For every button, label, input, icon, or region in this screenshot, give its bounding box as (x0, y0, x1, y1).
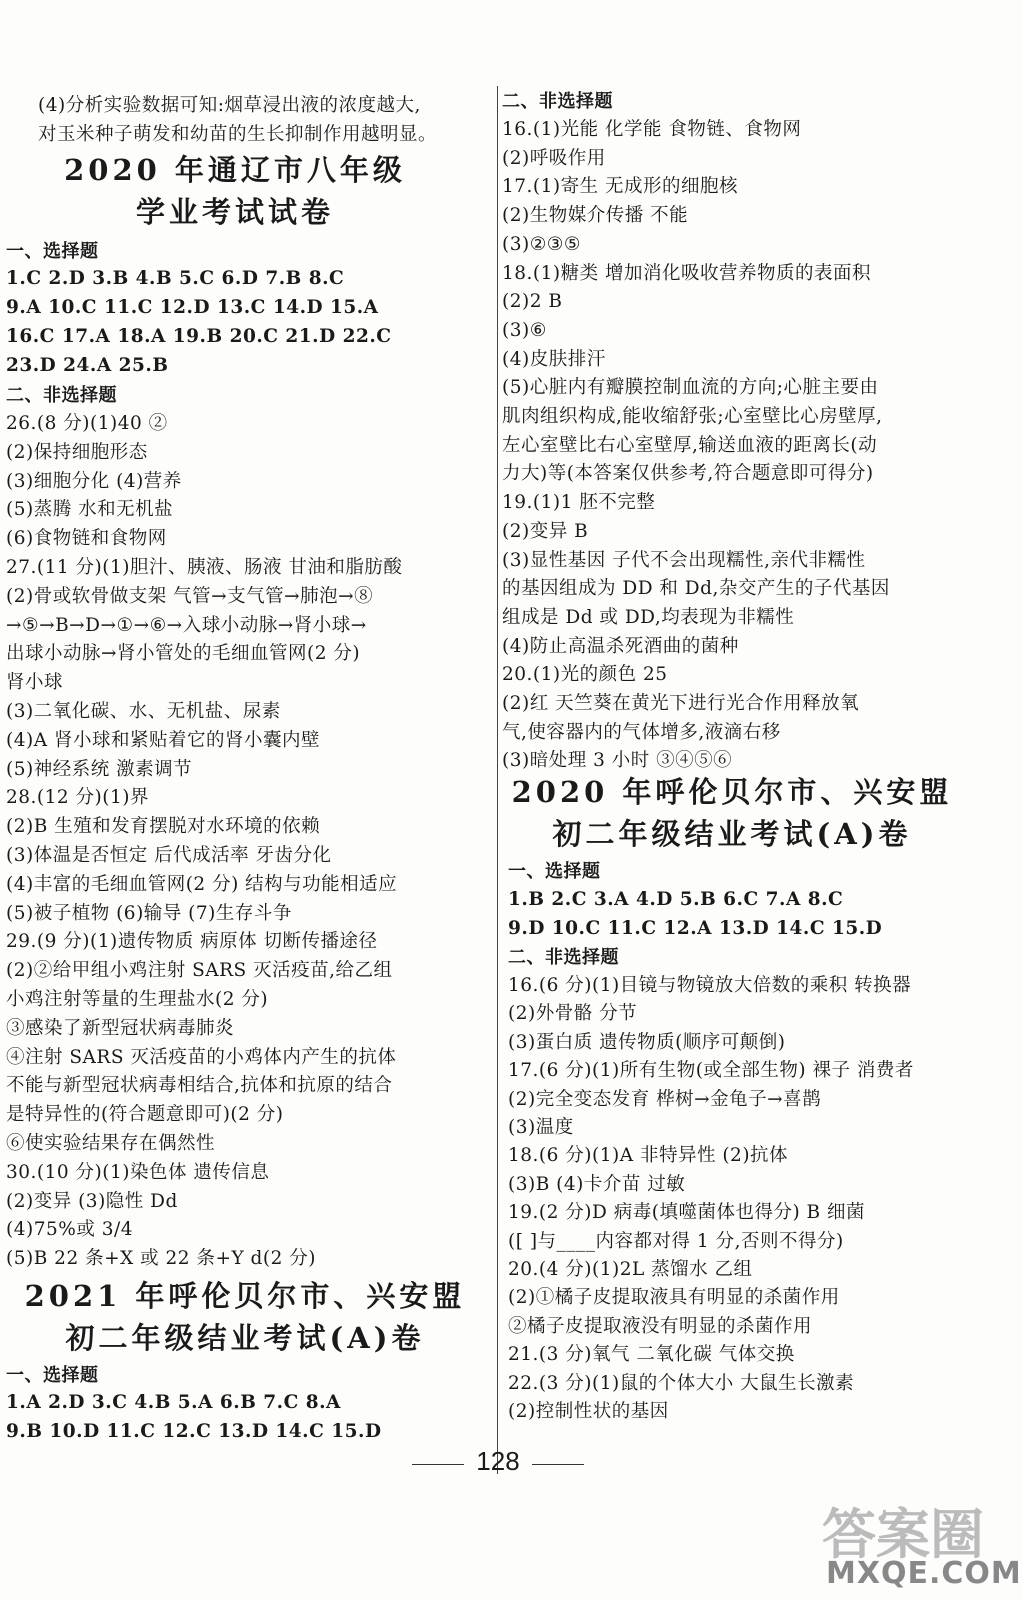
answer-line: 19.(1)1 胚不完整 (502, 492, 656, 514)
answer-line: 30.(10 分)(1)染色体 遗传信息 (6, 1161, 270, 1183)
section-heading: 一、选择题 (6, 241, 99, 262)
exam-subtitle: 初二年级结业考试(A)卷 (65, 1321, 425, 1355)
answer-line: 18.(6 分)(1)A 非特异性 (2)抗体 (508, 1145, 789, 1167)
choice-answers-row: 1.C 2.D 3.B 4.B 5.C 6.D 7.B 8.C (6, 268, 345, 289)
answer-line: (2)控制性状的基因 (508, 1401, 669, 1422)
intro-line: (4)分析实验数据可知:烟草浸出液的浓度越大, (38, 95, 421, 116)
answer-line: ④注射 SARS 灭活疫苗的小鸡体内产生的抗体 (6, 1046, 397, 1068)
answer-line: (2)变异 B (502, 520, 589, 542)
exam-title: 2020 年呼伦贝尔市、兴安盟 (511, 775, 953, 809)
answer-line: 17.(1)寄生 无成形的细胞核 (502, 176, 739, 198)
answer-line: (5)神经系统 激素调节 (6, 758, 193, 780)
answer-line: (2)红 天竺葵在黄光下进行光合作用释放氧 (502, 693, 860, 714)
answer-line: (4)丰富的毛细血管网(2 分) 结构与功能相适应 (6, 873, 398, 895)
answer-line: (4)75%或 3/4 (6, 1219, 133, 1241)
exam-title: 2020 年通辽市八年级 (64, 153, 406, 187)
section-heading: 一、选择题 (508, 861, 601, 882)
answer-line: 21.(3 分)氧气 二氧化碳 气体交换 (508, 1344, 795, 1366)
page-number: 128 (476, 1446, 520, 1476)
answer-line: 27.(11 分)(1)胆汁、胰液、肠液 甘油和脂肪酸 (6, 557, 403, 578)
section-heading: 一、选择题 (6, 1365, 99, 1386)
choice-answers-row: 1.A 2.D 3.C 4.B 5.A 6.B 7.C 8.A (6, 1392, 341, 1413)
exam-subtitle: 初二年级结业考试(A)卷 (552, 817, 912, 851)
answer-line: 17.(6 分)(1)所有生物(或全部生物) 裸子 消费者 (508, 1060, 914, 1082)
answer-line: 肾小球 (6, 672, 64, 694)
answer-line: 22.(3 分)(1)鼠的个体大小 大鼠生长激素 (508, 1372, 855, 1394)
answer-line: (3)二氧化碳、水、无机盐、尿素 (6, 701, 281, 722)
answer-line: 16.(1)光能 化学能 食物链、食物网 (502, 119, 802, 140)
answer-line: (3)体温是否恒定 后代成活率 牙齿分化 (6, 845, 332, 866)
exam-subtitle: 学业考试试卷 (135, 195, 334, 229)
answer-line: (5)蒸腾 水和无机盐 (6, 499, 174, 521)
watermark-logo: 答案圈 (822, 1502, 984, 1566)
choice-answers-row: 23.D 24.A 25.B (6, 355, 169, 376)
answer-line: (2)外骨骼 分节 (508, 1003, 638, 1025)
answer-line: (6)食物链和食物网 (6, 528, 167, 550)
answer-line: (2)生物媒介传播 不能 (502, 205, 689, 227)
answer-line: 力大)等(本答案仅供参考,符合题意即可得分) (502, 463, 874, 485)
answer-line: (2)B 生殖和发育摆脱对水环境的依赖 (6, 816, 321, 838)
section-heading: 二、非选择题 (508, 947, 619, 968)
answer-line: (3)⑥ (502, 319, 547, 341)
answer-line: (2)骨或软骨做支架 气管→支气管→肺泡→⑧ (6, 585, 374, 607)
section-heading: 二、非选择题 (6, 385, 117, 406)
answer-line: (4)皮肤排汗 (502, 348, 606, 370)
answer-line: 18.(1)糖类 增加消化吸收营养物质的表面积 (502, 262, 872, 284)
answer-line: (4)A 肾小球和紧贴着它的肾小囊内壁 (6, 729, 320, 751)
intro-line: 对玉米种子萌发和幼苗的生长抑制作用越明显。 (38, 124, 438, 145)
answer-line: 小鸡注射等量的生理盐水(2 分) (6, 989, 269, 1010)
answer-line: (5)被子植物 (6)输导 (7)生存斗争 (6, 902, 292, 924)
answer-line: (3)暗处理 3 小时 ③④⑤⑥ (502, 750, 733, 772)
choice-answers-row: 9.A 10.C 11.C 12.D 13.C 14.D 15.A (6, 297, 379, 318)
choice-answers-row: 9.D 10.C 11.C 12.A 13.D 14.C 15.D (508, 918, 883, 939)
answer-line: (2)保持细胞形态 (6, 441, 148, 463)
answer-line: (3)温度 (508, 1117, 574, 1138)
answer-line: 左心室壁比右心室壁厚,输送血液的距离长(动 (502, 434, 878, 456)
answer-line: (4)防止高温杀死酒曲的菌种 (502, 635, 739, 657)
answer-line: 不能与新型冠状病毒相结合,抗体和抗原的结合 (6, 1075, 393, 1097)
answer-line: 20.(4 分)(1)2L 蒸馏水 乙组 (508, 1259, 753, 1280)
answer-line: ⑥使实验结果存在偶然性 (6, 1133, 216, 1154)
answer-line: 的基因组成为 DD 和 Dd,杂交产生的子代基因 (502, 578, 890, 600)
answer-line: (5)B 22 条+X 或 22 条+Y d(2 分) (6, 1248, 316, 1270)
answer-line: (2)呼吸作用 (502, 147, 606, 169)
answer-line: 19.(2 分)D 病毒(填噬菌体也得分) B 细菌 (508, 1202, 866, 1224)
choice-answers-row: 1.B 2.C 3.A 4.D 5.B 6.C 7.A 8.C (508, 889, 844, 910)
answer-line: 20.(1)光的颜色 25 (502, 664, 668, 686)
page-number-rule (532, 1464, 584, 1465)
answer-line: (2)变异 (3)隐性 Dd (6, 1190, 178, 1212)
answer-line: (3)细胞分化 (4)营养 (6, 470, 182, 492)
answer-line: (5)心脏内有瓣膜控制血流的方向;心脏主要由 (502, 377, 879, 399)
answer-line: 气,使容器内的气体增多,液滴右移 (502, 721, 781, 743)
answer-line: 26.(8 分)(1)40 ② (6, 413, 168, 434)
answer-line: (3)蛋白质 遗传物质(顺序可颠倒) (508, 1031, 786, 1053)
answer-line: (2)②给甲组小鸡注射 SARS 灭活疫苗,给乙组 (6, 960, 393, 982)
answer-line: 组成是 Dd 或 DD,均表现为非糯性 (502, 606, 795, 628)
answer-line: ③感染了新型冠状病毒肺炎 (6, 1017, 235, 1039)
section-heading: 二、非选择题 (502, 91, 613, 112)
answer-line: ([ ]与____内容都对得 1 分,否则不得分) (508, 1230, 844, 1252)
answer-line: 29.(9 分)(1)遗传物质 病原体 切断传播途径 (6, 931, 378, 953)
answer-line: 28.(12 分)(1)界 (6, 787, 149, 809)
answer-line: (3)B (4)卡介苗 过敏 (508, 1173, 686, 1195)
answer-line: 出球小动脉→肾小管处的毛细血管网(2 分) (6, 643, 361, 665)
answer-line: (2)①橘子皮提取液具有明显的杀菌作用 (508, 1287, 840, 1309)
column-divider (497, 86, 498, 1474)
answer-line: 是特异性的(符合题意即可)(2 分) (6, 1104, 284, 1126)
answer-line: →⑤→B→D→①→⑥→入球小动脉→肾小球→ (6, 614, 367, 636)
choice-answers-row: 16.C 17.A 18.A 19.B 20.C 21.D 22.C (6, 326, 392, 347)
answer-line: 16.(6 分)(1)目镜与物镜放大倍数的乘积 转换器 (508, 975, 912, 996)
answer-line: (3)显性基因 子代不会出现糯性,亲代非糯性 (502, 549, 866, 571)
answer-line: (2)完全变态发育 桦树→金龟子→喜鹊 (508, 1088, 822, 1110)
answer-line: 肌肉组织构成,能收缩舒张;心室壁比心房壁厚, (502, 406, 883, 427)
answer-line: (3)②③⑤ (502, 233, 581, 255)
choice-answers-row: 9.B 10.D 11.C 12.C 13.D 14.C 15.D (6, 1421, 382, 1442)
exam-title: 2021 年呼伦贝尔市、兴安盟 (24, 1279, 466, 1313)
watermark-url: MXQE.COM (826, 1556, 1022, 1591)
answer-line: ②橘子皮提取液没有明显的杀菌作用 (508, 1315, 813, 1337)
answer-line: (2)2 B (502, 291, 563, 313)
